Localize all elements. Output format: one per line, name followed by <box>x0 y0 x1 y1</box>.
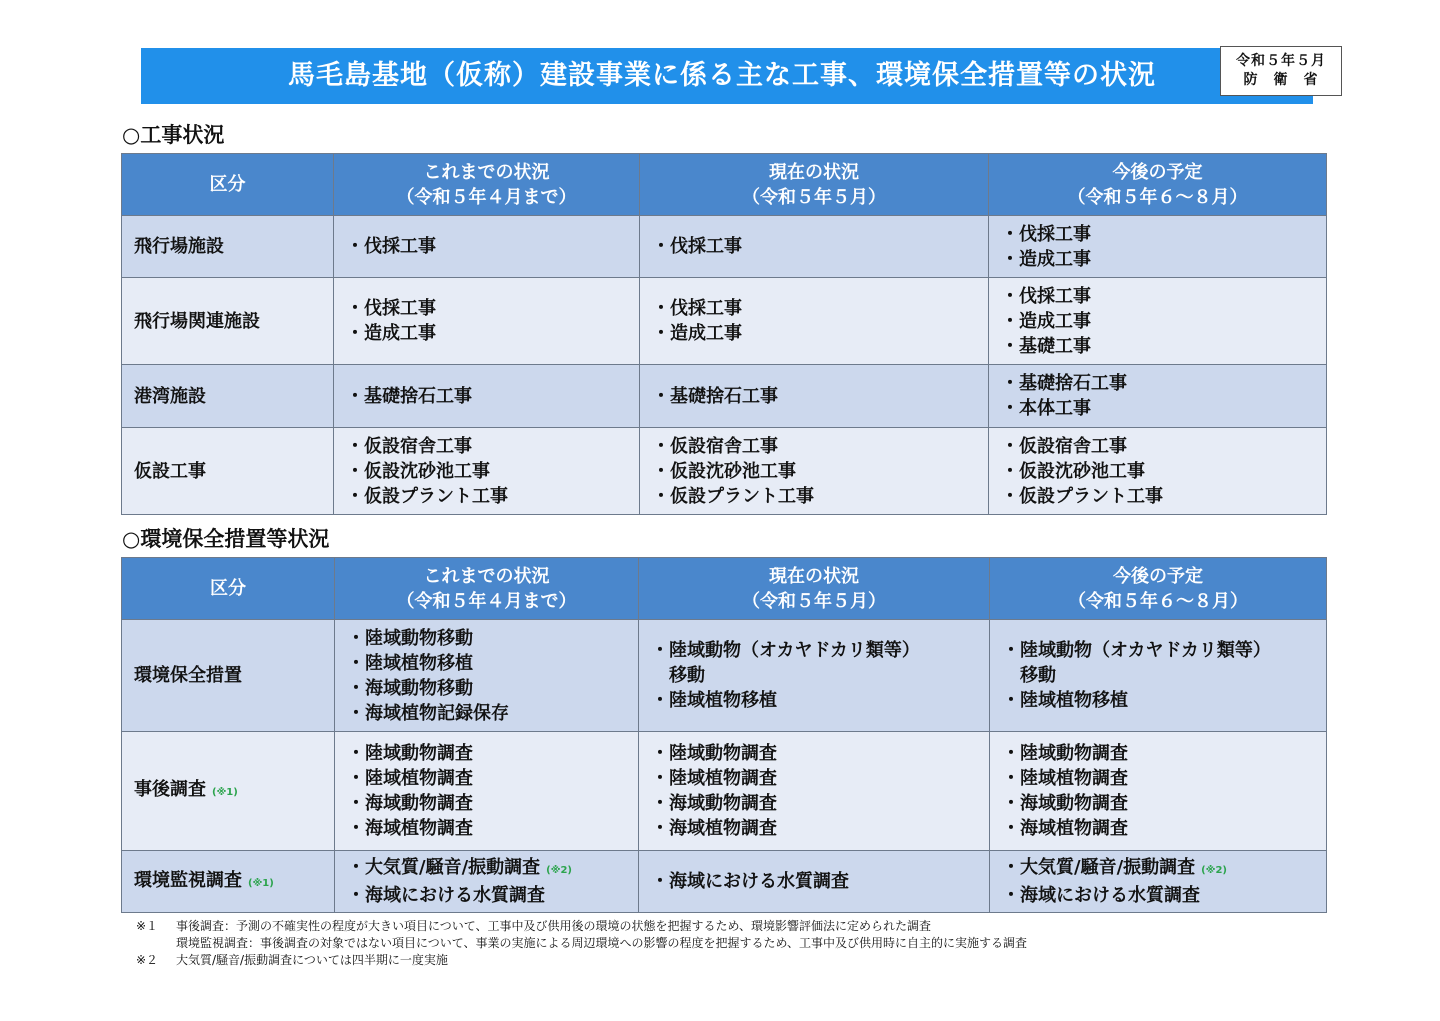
status-cell <box>334 216 640 278</box>
status-cell <box>335 620 639 732</box>
footnote-ref: (※1) <box>248 877 274 889</box>
list-item <box>1001 484 1326 509</box>
list-item <box>347 883 638 908</box>
list-item <box>347 816 638 841</box>
column-header-label: これまでの状況 <box>423 565 550 587</box>
list-item <box>346 384 639 409</box>
status-cell <box>990 851 1327 913</box>
table-row <box>122 365 1327 428</box>
column-header-label: これまでの状況 <box>423 161 550 183</box>
item-text: ・造成工事 <box>1001 310 1091 332</box>
item-text: ・仮設宿舎工事 <box>1001 435 1127 457</box>
item-text: ・海域動物調査 <box>1002 793 1128 814</box>
list-item <box>1002 638 1326 663</box>
column-header <box>122 154 334 216</box>
list-item <box>1001 222 1326 247</box>
list-item <box>346 234 639 259</box>
list-item <box>1002 883 1326 908</box>
table-row <box>122 851 1327 913</box>
item-text: ・海域植物調査 <box>651 818 777 839</box>
item-text: ・仮設宿舎工事 <box>652 435 778 457</box>
list-item <box>347 676 638 701</box>
item-text: ・陸域動物調査 <box>347 743 473 764</box>
item-text: ・基礎工事 <box>1001 335 1091 357</box>
list-item <box>1002 816 1326 841</box>
item-text: ・海域における水質調査 <box>651 871 849 892</box>
status-cell <box>640 216 989 278</box>
footnote-text: 大気質/騒音/振動調査については四半期に一度実施 <box>176 953 448 967</box>
list-item <box>1001 396 1326 421</box>
list-item <box>347 766 638 791</box>
column-header-label: 今後の予定 <box>1112 161 1203 183</box>
footnotes <box>136 918 1027 969</box>
item-text: ・基礎捨石工事 <box>1001 373 1127 394</box>
item-text: ・海域動物調査 <box>347 793 473 814</box>
list-item <box>651 816 989 841</box>
construction-status-table <box>121 153 1327 515</box>
row-category <box>122 216 334 278</box>
column-header-label: 現在の状況 <box>769 161 859 183</box>
table-header-row <box>122 154 1327 216</box>
item-text: ・造成工事 <box>346 323 436 344</box>
item-text: ・仮設沈砂池工事 <box>346 460 490 482</box>
item-text: ・陸域植物移植 <box>347 652 473 674</box>
list-item <box>346 484 639 509</box>
column-header <box>640 154 989 216</box>
title-banner <box>141 48 1313 104</box>
footnote-mark: ※２ <box>136 953 159 967</box>
status-cell <box>640 278 989 365</box>
category-label: 港湾施設 <box>134 385 206 407</box>
list-item <box>1002 663 1326 688</box>
item-text: ・海域動物調査 <box>651 793 777 814</box>
list-item <box>1001 371 1326 396</box>
list-item <box>347 626 638 651</box>
date-label: 令和５年５月 <box>1236 53 1326 69</box>
status-cell <box>639 620 990 732</box>
category-label: 環境保全措置 <box>134 665 242 686</box>
table-row <box>122 732 1327 851</box>
list-item <box>1002 741 1326 766</box>
column-header-period: （令和５年６～８月） <box>1067 186 1248 208</box>
column-header-period: （令和５年５月） <box>742 590 886 612</box>
list-item <box>1002 855 1326 883</box>
date-org-box <box>1220 46 1342 96</box>
status-cell <box>640 428 989 515</box>
list-item <box>347 741 638 766</box>
list-item <box>346 321 639 346</box>
item-text: ・海域植物記録保存 <box>347 702 509 724</box>
item-text: ・大気質/騒音/振動調査 <box>347 857 541 878</box>
list-item <box>652 296 988 321</box>
category-label: 環境監視調査 <box>134 869 242 891</box>
item-text: ・仮設プラント工事 <box>652 485 814 507</box>
table-row <box>122 428 1327 515</box>
column-header <box>990 558 1327 620</box>
column-header-label: 区分 <box>210 578 246 599</box>
list-item <box>1002 791 1326 816</box>
list-item <box>651 766 989 791</box>
list-item <box>346 459 639 484</box>
status-cell <box>990 732 1327 851</box>
column-header-period: （令和５年４月まで） <box>396 186 577 208</box>
status-cell <box>989 365 1327 428</box>
row-category <box>122 278 334 365</box>
item-text: ・造成工事 <box>652 323 742 344</box>
footnote <box>136 918 1027 935</box>
list-item <box>652 384 988 409</box>
org-label: 防 衛 省 <box>1243 72 1319 88</box>
status-cell <box>639 851 990 913</box>
list-item <box>1001 434 1326 459</box>
item-text: ・陸域植物調査 <box>651 768 777 789</box>
list-item <box>651 638 989 663</box>
column-header-label: 区分 <box>209 174 246 195</box>
item-text: ・海域における水質調査 <box>1002 885 1200 906</box>
item-text: ・海域における水質調査 <box>347 885 545 906</box>
list-item <box>1001 459 1326 484</box>
section-title-construction: ○工事状況 <box>122 123 225 147</box>
list-item <box>651 741 989 766</box>
column-header <box>334 154 640 216</box>
status-cell <box>335 851 639 913</box>
item-text: ・仮設沈砂池工事 <box>1001 460 1145 482</box>
footnote-text: 環境監視調査：事後調査の対象ではない項目について、事業の実施による周辺環境への影響の程度を把握するため、工事中及び供用時に自主的に実施する調査 <box>176 936 1028 950</box>
list-item <box>347 651 638 676</box>
item-text: ・仮設沈砂池工事 <box>652 460 796 482</box>
table-row <box>122 278 1327 365</box>
list-item <box>651 869 989 894</box>
list-item <box>1002 766 1326 791</box>
list-item <box>651 688 989 713</box>
item-text: ・仮設プラント工事 <box>346 485 508 507</box>
item-text: ・仮設宿舎工事 <box>346 435 472 457</box>
page-title: 馬毛島基地（仮称）建設事業に係る主な工事、環境保全措置等の状況 <box>288 60 1156 91</box>
footnote <box>136 935 1027 952</box>
column-header <box>122 558 335 620</box>
item-text: ・伐採工事 <box>346 298 436 319</box>
footnote-text: 事後調査：予測の不確実性の程度が大きい項目について、工事中及び供用後の環境の状態を把握するため、環境影響評価法に定められた調査 <box>176 919 932 933</box>
item-text: ・陸域植物移植 <box>651 690 777 711</box>
column-header-period: （令和５年５月） <box>742 186 886 208</box>
item-text: ・伐採工事 <box>1001 285 1091 307</box>
section-title-environment: ○環境保全措置等状況 <box>122 527 330 551</box>
category-label: 飛行場関連施設 <box>134 310 260 332</box>
item-text: ・伐採工事 <box>1001 223 1091 245</box>
column-header <box>989 154 1327 216</box>
item-text: ・造成工事 <box>1001 248 1091 270</box>
item-text: ・仮設プラント工事 <box>1001 485 1163 507</box>
item-text: ・陸域植物調査 <box>347 768 473 789</box>
row-category <box>122 428 334 515</box>
column-header-label: 今後の予定 <box>1113 565 1203 587</box>
table-row <box>122 620 1327 732</box>
item-text: ・海域植物調査 <box>347 818 473 839</box>
item-text: ・基礎捨石工事 <box>652 385 778 407</box>
category-label: 事後調査 <box>134 779 206 800</box>
item-text: ・海域動物移動 <box>347 677 473 699</box>
footnote-ref: (※2) <box>546 865 572 876</box>
status-cell <box>334 365 640 428</box>
item-text: ・大気質/騒音/振動調査 <box>1002 857 1196 878</box>
list-item <box>651 663 989 688</box>
item-text: 移動 <box>1002 665 1056 686</box>
item-text: ・本体工事 <box>1001 398 1091 419</box>
status-cell <box>640 365 989 428</box>
environment-status-table <box>121 557 1327 913</box>
list-item <box>652 484 988 509</box>
category-label: 飛行場施設 <box>134 236 224 257</box>
row-category <box>122 851 335 913</box>
item-text: ・陸域動物調査 <box>1002 743 1128 764</box>
list-item <box>1001 334 1326 359</box>
list-item <box>652 234 988 259</box>
list-item <box>1002 688 1326 713</box>
status-cell <box>989 216 1327 278</box>
row-category <box>122 365 334 428</box>
list-item <box>347 791 638 816</box>
list-item <box>652 321 988 346</box>
table-header-row <box>122 558 1327 620</box>
list-item <box>652 434 988 459</box>
footnote-ref: (※1) <box>212 787 238 798</box>
list-item <box>652 459 988 484</box>
row-category <box>122 732 335 851</box>
item-text: ・伐採工事 <box>346 236 436 257</box>
list-item <box>347 701 638 726</box>
list-item <box>347 855 638 883</box>
column-header <box>639 558 990 620</box>
item-text: ・陸域動物調査 <box>651 743 777 764</box>
item-text: ・陸域植物移植 <box>1002 690 1128 711</box>
list-item <box>346 434 639 459</box>
item-text: ・海域植物調査 <box>1002 818 1128 839</box>
column-header-label: 現在の状況 <box>769 565 859 587</box>
item-text: ・陸域動物移動 <box>347 627 473 649</box>
column-header-period: （令和５年４月まで） <box>396 590 577 612</box>
status-cell <box>334 428 640 515</box>
list-item <box>1001 309 1326 334</box>
footnote <box>136 952 1027 969</box>
item-text: ・陸域動物（オカヤドカリ類等） <box>651 640 920 661</box>
status-cell <box>989 428 1327 515</box>
status-cell <box>990 620 1327 732</box>
status-cell <box>639 732 990 851</box>
item-text: ・陸域植物調査 <box>1002 768 1128 789</box>
table-row <box>122 216 1327 278</box>
item-text: 移動 <box>651 665 705 686</box>
row-category <box>122 620 335 732</box>
status-cell <box>989 278 1327 365</box>
list-item <box>346 296 639 321</box>
item-text: ・基礎捨石工事 <box>346 385 472 407</box>
list-item <box>651 791 989 816</box>
item-text: ・伐採工事 <box>652 298 742 319</box>
footnote-ref: (※2) <box>1201 865 1227 876</box>
footnote-mark: ※１ <box>136 919 159 933</box>
item-text: ・伐採工事 <box>652 236 742 257</box>
list-item <box>1001 247 1326 272</box>
list-item <box>1001 284 1326 309</box>
status-cell <box>334 278 640 365</box>
category-label: 仮設工事 <box>134 460 206 482</box>
status-cell <box>335 732 639 851</box>
column-header-period: （令和５年６～８月） <box>1068 590 1248 612</box>
column-header <box>335 558 639 620</box>
item-text: ・陸域動物（オカヤドカリ類等） <box>1002 640 1271 661</box>
